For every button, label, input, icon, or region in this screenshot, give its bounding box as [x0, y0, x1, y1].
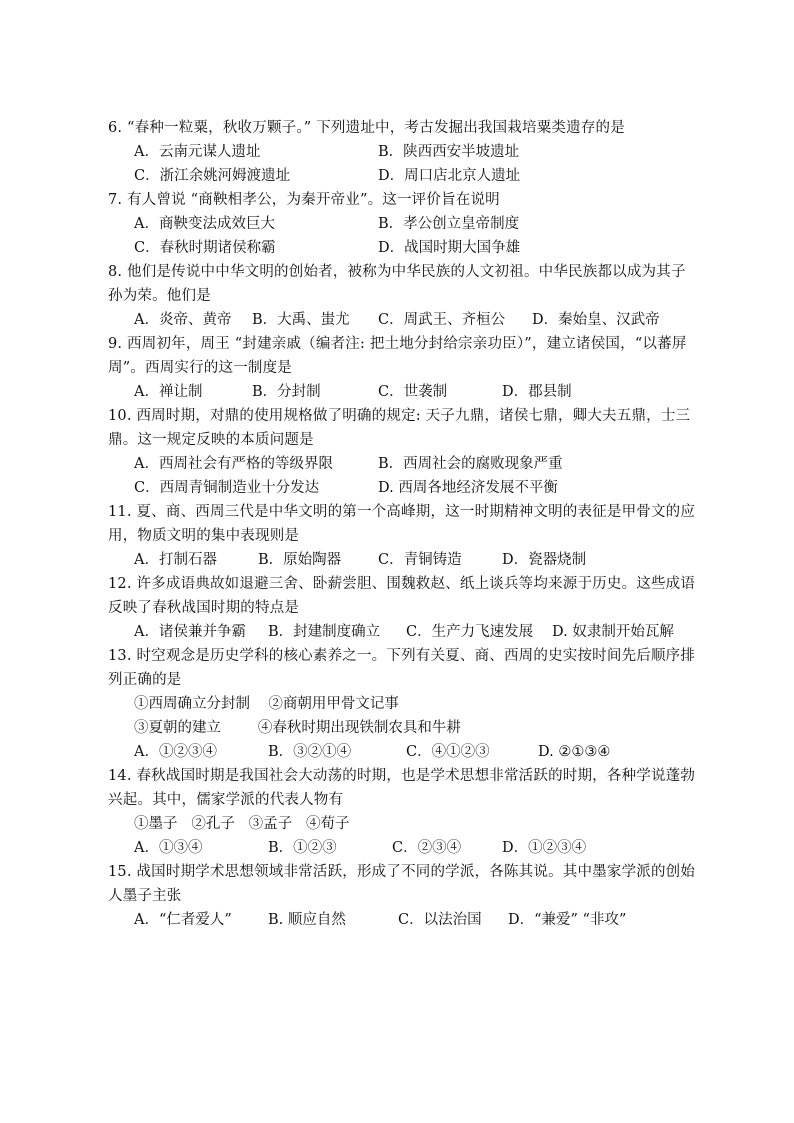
question-11-stem-line-1: 11. 夏、商、西周三代是中华文明的第一个高峰期，这一时期精神文明的表征是甲骨文的应 — [108, 504, 696, 520]
q14-option-b: B．①②③ — [268, 840, 337, 856]
q14-option-c: C．②③④ — [392, 840, 462, 856]
q11-option-b: B．原始陶器 — [258, 552, 342, 568]
q10-option-b: B．西周社会的腐败现象严重 — [378, 456, 563, 472]
q7-option-a: A．商鞅变法成效巨大 — [134, 216, 275, 232]
q7-option-c: C．春秋时期诸侯称霸 — [134, 240, 276, 256]
q11-option-c: C．青铜铸造 — [378, 552, 462, 568]
question-15-stem-line-2: 人墨子主张 — [108, 888, 182, 904]
q14-option-a: A．①③④ — [134, 840, 203, 856]
q9-option-c: C．世袭制 — [378, 384, 448, 400]
q6-option-c: C．浙江余姚河姆渡遗址 — [134, 168, 291, 184]
q13-option-a: A．①②③④ — [134, 744, 217, 760]
q15-option-c: C．以法治国 — [398, 912, 482, 928]
q8-option-b: B．大禹、蚩尤 — [252, 312, 350, 328]
q9-option-a: A．禅让制 — [134, 384, 203, 400]
q8-option-d: D．秦始皇、汉武帝 — [532, 312, 660, 328]
question-12-stem-line-1: 12. 许多成语典故如退避三舍、卧薪尝胆、围魏救赵、纸上谈兵等均来源于历史。这些成语 — [108, 576, 696, 592]
q10-option-a: A．西周社会有严格的等级界限 — [134, 456, 333, 472]
q7-option-b: B．孝公创立皇帝制度 — [378, 216, 520, 232]
question-10-stem-line-2: 鼎。这一规定反映的本质问题是 — [108, 432, 314, 448]
q9-option-d: D．郡县制 — [502, 384, 572, 400]
q13-option-d: D. ②①③④ — [538, 744, 611, 760]
q14-item-line: ①墨子 ②孔子 ③孟子 ④荀子 — [134, 816, 350, 832]
question-9-stem-line-1: 9. 西周初年，周王 “封建亲戚（编者注: 把土地分封给宗亲功臣）”，建立诸侯国，“以蕃屏 — [108, 336, 687, 352]
question-10-stem-line-1: 10. 西周时期，对鼎的使用规格做了明确的规定: 天子九鼎，诸侯七鼎，卿大夫五鼎，士三 — [108, 408, 691, 424]
question-11-stem-line-2: 用，物质文明的集中表现则是 — [108, 528, 300, 544]
q8-option-a: A．炎帝、黄帝 — [134, 312, 232, 328]
q13-option-c: C．④①②③ — [406, 744, 490, 760]
q13-item-line-2: ③夏朝的建立 ④春秋时期出现铁制农具和牛耕 — [134, 720, 461, 736]
q12-option-b: B．封建制度确立 — [268, 624, 381, 640]
q13-option-b: B．③②①④ — [268, 744, 352, 760]
q12-option-c: C．生产力飞速发展 — [406, 624, 534, 640]
question-14-stem-line-1: 14. 春秋战国时期是我国社会大动荡的时期，也是学术思想非常活跃的时期，各种学说蓬勃 — [108, 768, 696, 784]
q15-option-a: A．“仁者爱人” — [134, 912, 232, 928]
q14-option-d: D．①②③④ — [502, 840, 587, 856]
q10-option-c: C．西周青铜制造业十分发达 — [134, 480, 320, 496]
q6-option-b: B．陕西西安半坡遗址 — [378, 144, 520, 160]
q11-option-a: A．打制石器 — [134, 552, 217, 568]
question-14-stem-line-2: 兴起。其中，儒家学派的代表人物有 — [108, 792, 344, 808]
q15-option-b: B. 顺应自然 — [268, 912, 346, 928]
question-13-stem-line-1: 13. 时空观念是历史学科的核心素养之一。下列有关夏、商、西周的史实按时间先后顺序排 — [108, 648, 696, 664]
q6-option-a: A．云南元谋人遗址 — [134, 144, 261, 160]
question-9-stem-line-2: 周”。西周实行的这一制度是 — [108, 360, 293, 376]
q11-option-d: D．瓷器烧制 — [502, 552, 587, 568]
q13-item-line-1: ①西周确立分封制 ②商朝用甲骨文记事 — [134, 696, 399, 712]
question-7-stem: 7. 有人曾说 “商鞅相孝公，为秦开帝业”。这一评价旨在说明 — [108, 192, 500, 208]
q9-option-b: B．分封制 — [252, 384, 321, 400]
q10-option-d: D. 西周各地经济发展不平衡 — [378, 480, 558, 496]
q7-option-d: D．战国时期大国争雄 — [378, 240, 521, 256]
q12-option-d: D. 奴隶制开始瓦解 — [552, 624, 674, 640]
q12-option-a: A．诸侯兼并争霸 — [134, 624, 246, 640]
q8-option-c: C．周武王、齐桓公 — [378, 312, 506, 328]
question-8-stem-line-2: 孙为荣。他们是 — [108, 288, 211, 304]
question-13-stem-line-2: 列正确的是 — [108, 672, 182, 688]
q6-option-d: D．周口店北京人遗址 — [378, 168, 521, 184]
question-6-stem: 6. “春种一粒粟，秋收万颗子。” 下列遗址中，考古发掘出我国栽培粟类遗存的是 — [108, 120, 625, 136]
q15-option-d: D．“兼爱” “非攻” — [508, 912, 627, 928]
question-15-stem-line-1: 15. 战国时期学术思想领域非常活跃，形成了不同的学派，各陈其说。其中墨家学派的创始 — [108, 864, 696, 880]
question-12-stem-line-2: 反映了春秋战国时期的特点是 — [108, 600, 300, 616]
question-8-stem-line-1: 8. 他们是传说中中华文明的创始者，被称为中华民族的人文初祖。中华民族都以成为其子 — [108, 264, 686, 280]
